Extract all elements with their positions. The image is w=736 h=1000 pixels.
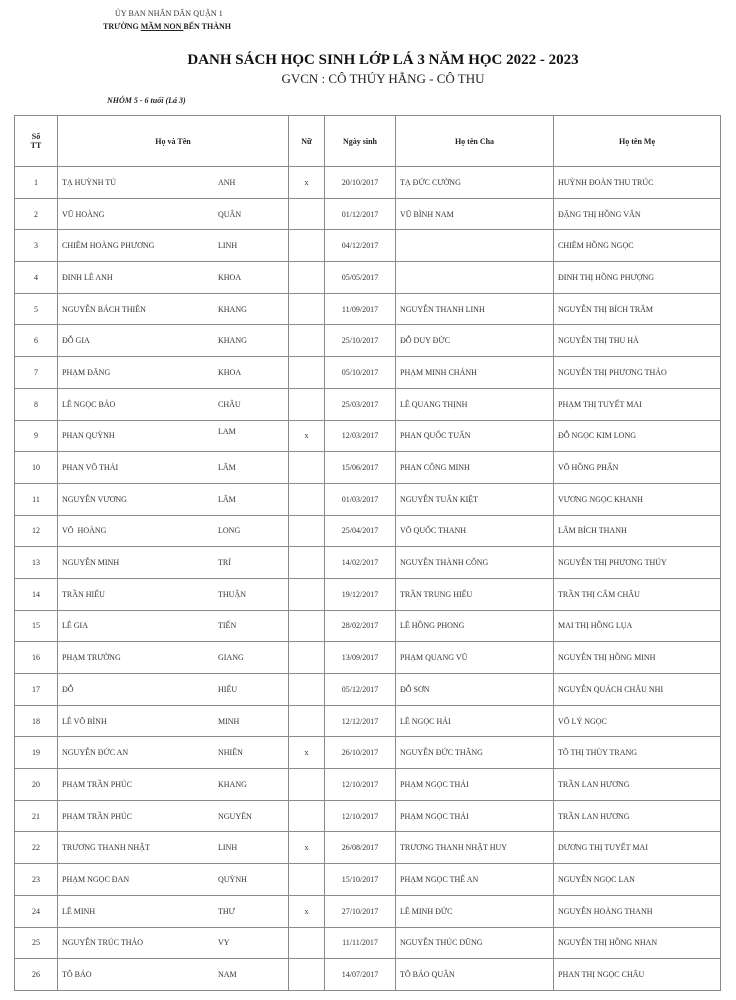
full-name-wrap [62, 801, 288, 832]
org-line-2-suffix: BẾN THÀNH [183, 22, 231, 31]
given-name: LAM [218, 426, 236, 436]
cell-birthdate: 12/10/2017 [325, 769, 396, 801]
cell-full-name [58, 705, 289, 737]
org-line-2 [103, 22, 231, 31]
full-name-wrap [62, 706, 288, 737]
given-name: KHANG [218, 779, 247, 789]
full-name-wrap [62, 769, 288, 800]
cell-mother-name: NGUYỄN THỊ PHƯƠNG THÚY [554, 547, 721, 579]
cell-birthdate: 11/09/2017 [325, 293, 396, 325]
cell-full-name [58, 642, 289, 674]
table-row [15, 420, 721, 452]
cell-mother-name: NGUYỄN THỊ HỒNG NHAN [554, 927, 721, 959]
cell-birthdate: 20/10/2017 [325, 167, 396, 199]
cell-stt: 4 [15, 262, 58, 294]
full-name-wrap [62, 737, 288, 768]
header-mother-name: Họ tên Mẹ [554, 116, 721, 167]
cell-mother-name: DƯƠNG THỊ TUYẾT MAI [554, 832, 721, 864]
cell-stt: 13 [15, 547, 58, 579]
full-name-wrap [62, 611, 288, 642]
given-name: THUẬN [218, 589, 246, 599]
surname-middle: PHẠM TRƯỜNG [62, 653, 121, 663]
cell-female [289, 230, 325, 262]
given-name: KHANG [218, 304, 247, 314]
cell-birthdate: 01/12/2017 [325, 198, 396, 230]
cell-stt: 5 [15, 293, 58, 325]
full-name-wrap [62, 421, 288, 452]
cell-father-name: VŨ BÌNH NAM [396, 198, 554, 230]
table-row [15, 452, 721, 484]
table-row [15, 895, 721, 927]
cell-birthdate: 27/10/2017 [325, 895, 396, 927]
cell-female [289, 610, 325, 642]
given-name: MINH [218, 716, 240, 726]
full-name-wrap [62, 357, 288, 388]
cell-female: x [289, 420, 325, 452]
cell-full-name [58, 483, 289, 515]
cell-stt: 11 [15, 483, 58, 515]
cell-female [289, 642, 325, 674]
cell-father-name: NGUYỄN ĐỨC THẮNG [396, 737, 554, 769]
surname-middle: ĐINH LÊ ANH [62, 272, 113, 282]
cell-mother-name: LÂM BÍCH THANH [554, 515, 721, 547]
header-full-name: Họ và Tên [58, 116, 289, 167]
full-name-wrap [62, 452, 288, 483]
cell-father-name: TRẦN TRUNG HIẾU [396, 578, 554, 610]
full-name-wrap [62, 167, 288, 198]
given-name: KHOA [218, 367, 242, 377]
cell-father-name: NGUYỄN TUẤN KIỆT [396, 483, 554, 515]
cell-mother-name: ĐINH THỊ HỒNG PHƯỢNG [554, 262, 721, 294]
cell-female: x [289, 167, 325, 199]
cell-father-name: PHẠM QUANG VŨ [396, 642, 554, 674]
cell-mother-name: ĐỖ NGỌC KIM LONG [554, 420, 721, 452]
full-name-wrap [62, 579, 288, 610]
header-female: Nữ [289, 116, 325, 167]
cell-stt: 25 [15, 927, 58, 959]
cell-female [289, 674, 325, 706]
cell-female [289, 262, 325, 294]
surname-middle: LÊ GIA [62, 621, 88, 631]
cell-mother-name: ĐẶNG THỊ HỒNG VÂN [554, 198, 721, 230]
full-name-wrap [62, 389, 288, 420]
cell-stt: 16 [15, 642, 58, 674]
document-title: DANH SÁCH HỌC SINH LỚP LÁ 3 NĂM HỌC 2022 - 2023 [187, 52, 579, 68]
full-name-wrap [62, 674, 288, 705]
cell-full-name [58, 515, 289, 547]
cell-mother-name: VÕ HỒNG PHẤN [554, 452, 721, 484]
table-row [15, 388, 721, 420]
surname-middle: ĐỖ [62, 684, 74, 694]
cell-father-name: LÊ QUANG THỊNH [396, 388, 554, 420]
cell-stt: 19 [15, 737, 58, 769]
cell-birthdate: 05/10/2017 [325, 357, 396, 389]
cell-female [289, 959, 325, 991]
surname-middle: PHẠM ĐĂNG [62, 367, 111, 377]
table-row [15, 864, 721, 896]
cell-full-name [58, 547, 289, 579]
surname-middle: TRƯƠNG THANH NHẬT [62, 843, 150, 853]
cell-father-name: PHAN CÔNG MINH [396, 452, 554, 484]
cell-birthdate: 12/03/2017 [325, 420, 396, 452]
surname-middle: PHẠM NGỌC ĐAN [62, 874, 130, 884]
cell-full-name [58, 388, 289, 420]
cell-full-name [58, 800, 289, 832]
cell-birthdate: 14/02/2017 [325, 547, 396, 579]
cell-stt: 1 [15, 167, 58, 199]
given-name: HIẾU [218, 684, 238, 694]
cell-father-name: NGUYỄN THÀNH CÔNG [396, 547, 554, 579]
cell-female [289, 578, 325, 610]
given-name: NHIÊN [218, 748, 243, 758]
full-name-wrap [62, 642, 288, 673]
cell-birthdate: 12/10/2017 [325, 800, 396, 832]
full-name-wrap [62, 896, 288, 927]
cell-birthdate: 25/10/2017 [325, 325, 396, 357]
cell-stt: 12 [15, 515, 58, 547]
surname-middle: PHẠM TRẦN PHÚC [62, 779, 133, 789]
cell-full-name [58, 959, 289, 991]
given-name: TIẾN [218, 621, 237, 631]
table-row [15, 800, 721, 832]
table-row [15, 674, 721, 706]
cell-father-name: LÊ NGỌC HẢI [396, 705, 554, 737]
cell-full-name [58, 230, 289, 262]
cell-father-name: LÊ MINH ĐỨC [396, 895, 554, 927]
cell-stt: 20 [15, 769, 58, 801]
cell-stt: 21 [15, 800, 58, 832]
cell-stt: 2 [15, 198, 58, 230]
cell-full-name [58, 325, 289, 357]
cell-birthdate: 05/05/2017 [325, 262, 396, 294]
table-row [15, 515, 721, 547]
cell-full-name [58, 737, 289, 769]
table-row [15, 959, 721, 991]
table-row [15, 642, 721, 674]
given-name: LÂM [218, 463, 236, 473]
surname-middle: TẠ HUỲNH TÚ [62, 177, 117, 187]
header-stt-part: TT [30, 141, 42, 150]
org-line-2-underlined: MẦM NON [140, 22, 184, 31]
cell-female [289, 325, 325, 357]
full-name-wrap [62, 547, 288, 578]
cell-mother-name: VÕ LÝ NGỌC [554, 705, 721, 737]
surname-middle: NGUYỄN ĐỨC AN [62, 748, 129, 758]
table-row [15, 230, 721, 262]
given-name: KHOA [218, 272, 242, 282]
cell-female: x [289, 832, 325, 864]
given-name: THƯ [218, 906, 235, 916]
cell-father-name: VÕ QUỐC THANH [396, 515, 554, 547]
cell-mother-name: PHẠM THỊ TUYẾT MAI [554, 388, 721, 420]
cell-birthdate: 15/06/2017 [325, 452, 396, 484]
table-header-row [15, 116, 721, 167]
table-row [15, 610, 721, 642]
cell-stt: 15 [15, 610, 58, 642]
surname-middle: PHẠM TRẦN PHÚC [62, 811, 133, 821]
table-row [15, 832, 721, 864]
surname-middle: CHIÊM HOÀNG PHƯƠNG [62, 241, 155, 251]
cell-mother-name: NGUYỄN THỊ HỒNG MINH [554, 642, 721, 674]
given-name: LÂM [218, 494, 236, 504]
cell-birthdate: 11/11/2017 [325, 927, 396, 959]
cell-birthdate: 28/02/2017 [325, 610, 396, 642]
cell-female [289, 927, 325, 959]
cell-mother-name: NGUYỄN QUÁCH CHÂU NHI [554, 674, 721, 706]
full-name-wrap [62, 294, 288, 325]
cell-birthdate: 13/09/2017 [325, 642, 396, 674]
cell-mother-name: NGUYỄN HOÀNG THANH [554, 895, 721, 927]
full-name-wrap [62, 516, 288, 547]
surname-middle: NGUYỄN TRÚC THẢO [62, 938, 144, 948]
cell-stt: 24 [15, 895, 58, 927]
table-row [15, 262, 721, 294]
cell-birthdate: 25/04/2017 [325, 515, 396, 547]
full-name-wrap [62, 230, 288, 261]
cell-mother-name: NGUYỄN THỊ THU HÀ [554, 325, 721, 357]
cell-mother-name: TÔ THỊ THÙY TRANG [554, 737, 721, 769]
given-name: NAM [218, 970, 237, 980]
full-name-wrap [62, 832, 288, 863]
cell-birthdate: 15/10/2017 [325, 864, 396, 896]
given-name: ANH [218, 177, 236, 187]
surname-middle: NGUYỄN BÁCH THIÊN [62, 304, 146, 314]
full-name-wrap [62, 928, 288, 959]
cell-full-name [58, 895, 289, 927]
cell-birthdate: 05/12/2017 [325, 674, 396, 706]
given-name: KHANG [218, 336, 247, 346]
cell-female [289, 293, 325, 325]
cell-stt: 23 [15, 864, 58, 896]
cell-full-name [58, 293, 289, 325]
full-name-wrap [62, 199, 288, 230]
surname-middle: TRẦN HIẾU [62, 589, 105, 599]
cell-father-name: PHẠM MINH CHÁNH [396, 357, 554, 389]
given-name: VY [218, 938, 230, 948]
cell-female [289, 515, 325, 547]
given-name: LONG [218, 526, 241, 536]
cell-full-name [58, 198, 289, 230]
header-stt [15, 116, 58, 167]
full-name-wrap [62, 959, 288, 990]
table-row [15, 198, 721, 230]
group-label: NHÓM 5 - 6 tuổi (Lá 3) [107, 96, 186, 105]
cell-full-name [58, 674, 289, 706]
cell-full-name [58, 864, 289, 896]
given-name: QUỲNH [218, 874, 247, 884]
surname-middle: PHAN VÕ THÁI [62, 463, 119, 473]
given-name: CHÂU [218, 399, 241, 409]
cell-female [289, 705, 325, 737]
cell-full-name [58, 769, 289, 801]
cell-female: x [289, 737, 325, 769]
cell-father-name: TẠ ĐỨC CƯỜNG [396, 167, 554, 199]
cell-full-name [58, 262, 289, 294]
cell-birthdate: 12/12/2017 [325, 705, 396, 737]
cell-birthdate: 26/08/2017 [325, 832, 396, 864]
table-row [15, 578, 721, 610]
surname-middle: TÔ BẢO [62, 970, 92, 980]
surname-middle: LÊ NGỌC BẢO [62, 399, 116, 409]
cell-stt: 6 [15, 325, 58, 357]
cell-female [289, 864, 325, 896]
org-line-2-prefix: TRƯỜNG [103, 22, 141, 31]
cell-full-name [58, 420, 289, 452]
cell-stt: 8 [15, 388, 58, 420]
full-name-wrap [62, 262, 288, 293]
table-row [15, 357, 721, 389]
cell-female [289, 800, 325, 832]
cell-father-name: NGUYỄN THÚC DŨNG [396, 927, 554, 959]
cell-father-name: ĐỖ DUY ĐỨC [396, 325, 554, 357]
cell-female [289, 357, 325, 389]
full-name-wrap [62, 484, 288, 515]
full-name-wrap [62, 864, 288, 895]
full-name-wrap [62, 325, 288, 356]
cell-father-name: TRƯƠNG THANH NHẬT HUY [396, 832, 554, 864]
surname-middle: NGUYỄN VƯƠNG [62, 494, 127, 504]
surname-middle: VŨ HOÀNG [62, 209, 105, 219]
cell-birthdate: 25/03/2017 [325, 388, 396, 420]
cell-father-name [396, 230, 554, 262]
cell-stt: 10 [15, 452, 58, 484]
cell-female [289, 452, 325, 484]
table-row [15, 325, 721, 357]
cell-father-name: ĐỖ SƠN [396, 674, 554, 706]
cell-full-name [58, 927, 289, 959]
table-row [15, 769, 721, 801]
cell-father-name: TÔ BẢO QUÂN [396, 959, 554, 991]
header-birthdate: Ngày sinh [325, 116, 396, 167]
given-name: LINH [218, 843, 238, 853]
header-stt-part: Số [31, 132, 41, 141]
cell-mother-name: VƯƠNG NGỌC KHANH [554, 483, 721, 515]
cell-full-name [58, 167, 289, 199]
cell-birthdate: 14/07/2017 [325, 959, 396, 991]
cell-father-name: PHẠM NGỌC THÁI [396, 800, 554, 832]
given-name: LINH [218, 241, 238, 251]
table-row [15, 167, 721, 199]
cell-full-name [58, 832, 289, 864]
table-row [15, 547, 721, 579]
cell-father-name: NGUYỄN THANH LINH [396, 293, 554, 325]
cell-stt: 26 [15, 959, 58, 991]
org-line-1: ỦY BAN NHÂN DÂN QUẬN 1 [115, 9, 223, 18]
given-name: NGUYÊN [218, 811, 252, 821]
table-row [15, 705, 721, 737]
cell-stt: 18 [15, 705, 58, 737]
cell-mother-name: CHIÊM HỒNG NGỌC [554, 230, 721, 262]
surname-middle: LÊ VÕ BÌNH [62, 716, 107, 726]
cell-female [289, 769, 325, 801]
surname-middle: NGUYỄN MINH [62, 558, 120, 568]
cell-mother-name: NGUYỄN NGỌC LAN [554, 864, 721, 896]
cell-stt: 17 [15, 674, 58, 706]
surname-middle: PHAN QUỲNH [62, 431, 115, 441]
cell-female [289, 388, 325, 420]
cell-mother-name: NGUYỄN THỊ BÍCH TRÂM [554, 293, 721, 325]
cell-birthdate: 01/03/2017 [325, 483, 396, 515]
header-father-name: Họ tên Cha [396, 116, 554, 167]
cell-mother-name: TRẦN LAN HƯƠNG [554, 769, 721, 801]
given-name: GIANG [218, 653, 244, 663]
cell-mother-name: MAI THỊ HỒNG LỤA [554, 610, 721, 642]
given-name: QUÂN [218, 209, 242, 219]
student-table [14, 115, 721, 991]
cell-full-name [58, 357, 289, 389]
cell-female [289, 483, 325, 515]
cell-full-name [58, 452, 289, 484]
cell-full-name [58, 610, 289, 642]
cell-female [289, 547, 325, 579]
cell-father-name: PHẠM NGỌC THÁI [396, 769, 554, 801]
cell-mother-name: PHAN THỊ NGỌC CHÂU [554, 959, 721, 991]
cell-stt: 9 [15, 420, 58, 452]
cell-father-name: LÊ HỒNG PHONG [396, 610, 554, 642]
cell-birthdate: 04/12/2017 [325, 230, 396, 262]
cell-stt: 7 [15, 357, 58, 389]
cell-birthdate: 26/10/2017 [325, 737, 396, 769]
table-row [15, 927, 721, 959]
surname-middle: ĐỖ GIA [62, 336, 90, 346]
cell-mother-name: HUỲNH ĐOÀN THU TRÚC [554, 167, 721, 199]
surname-middle: LÊ MINH [62, 906, 96, 916]
cell-mother-name: TRẦN LAN HƯƠNG [554, 800, 721, 832]
cell-stt: 14 [15, 578, 58, 610]
given-name: TRÍ [218, 558, 231, 568]
cell-father-name: PHẠM NGỌC THẾ AN [396, 864, 554, 896]
cell-full-name [58, 578, 289, 610]
header-stt-label [31, 132, 42, 150]
cell-father-name [396, 262, 554, 294]
cell-mother-name: TRẦN THỊ CẨM CHÂU [554, 578, 721, 610]
cell-father-name: PHAN QUỐC TUẤN [396, 420, 554, 452]
cell-stt: 22 [15, 832, 58, 864]
cell-female: x [289, 895, 325, 927]
cell-birthdate: 19/12/2017 [325, 578, 396, 610]
cell-stt: 3 [15, 230, 58, 262]
table-row [15, 737, 721, 769]
cell-mother-name: NGUYỄN THỊ PHƯƠNG THẢO [554, 357, 721, 389]
table-row [15, 483, 721, 515]
document-subtitle: GVCN : CÔ THÚY HẰNG - CÔ THU [281, 71, 485, 86]
surname-middle: VÕ HOÀNG [62, 526, 107, 536]
cell-female [289, 198, 325, 230]
table-row [15, 293, 721, 325]
